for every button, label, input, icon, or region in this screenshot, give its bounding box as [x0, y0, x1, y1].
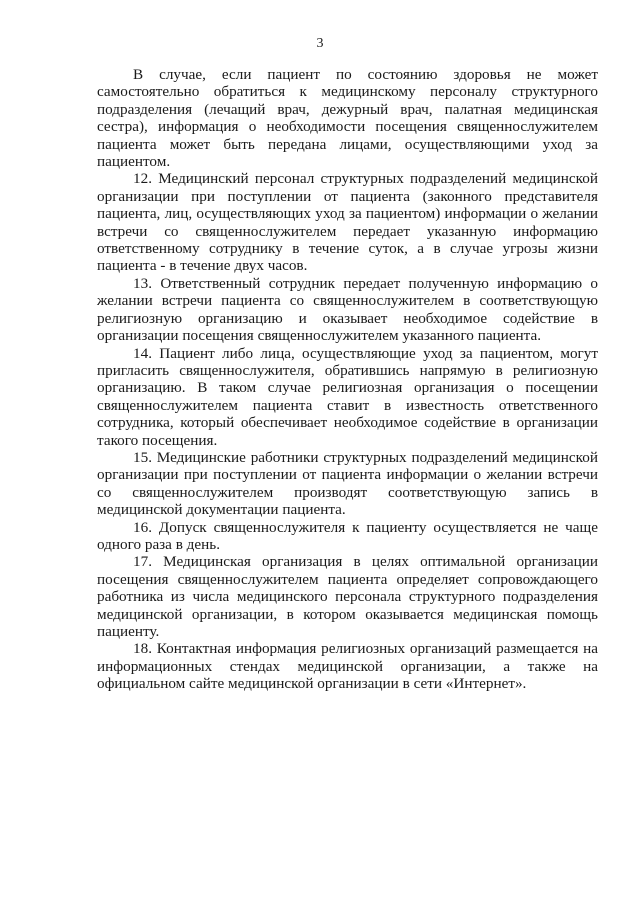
paragraph-13: 13. Ответственный сотрудник передает полученную информацию о желании встречи пациента со священнослужителем в соответствующую религиозную организацию и оказывает необходимое содействие в организации посещения священнослужителем указанного пациента. [97, 274, 598, 345]
paragraph-12: 12. Медицинский персонал структурных подразделений медицинской организации при поступлении от пациента (законного представителя пациента, лиц, осуществляющих уход за пациентом) информации о желании встречи со священнослужителем передает указанную информацию ответственному сотруднику в течение суток, а в случае угрозы жизни пациента - в течение двух часов. [97, 170, 598, 275]
paragraph-14: 14. Пациент либо лица, осуществляющие уход за пациентом, могут пригласить священнослужителя, обратившись напрямую в религиозную организацию. В таком случае религиозная организация о посещении священнослужителем пациента ставит в известность ответственного сотрудника, который обеспечивает необходимое содействие в организации такого посещения. [97, 344, 598, 449]
paragraph-17: 17. Медицинская организация в целях оптимальной организации посещения священнослужителем пациента определяет сопровождающего работника из числа медицинского персонала структурного подразделения медицинской организации, в котором оказывается медицинская помощь пациенту. [97, 553, 598, 640]
page-number: 3 [316, 36, 324, 51]
paragraph-16: 16. Допуск священнослужителя к пациенту осуществляется не чаще одного раза в день. [97, 518, 598, 553]
paragraph-patient-unable: В случае, если пациент по состоянию здоровья не может самостоятельно обратиться к медицинскому персоналу структурного подразделения (лечащий врач, дежурный врач, палатная медицинская сестра), информация о необходимости посещения священнослужителем пациента может быть передана лицами, осуществляющими уход за пациентом. [97, 66, 598, 171]
document-body [97, 66, 598, 693]
paragraph-15: 15. Медицинские работники структурных подразделений медицинской организации при поступлении от пациента информации о желании встречи со священнослужителем производят соответствующую запись в медицинской документации пациента. [97, 448, 598, 519]
paragraph-18: 18. Контактная информация религиозных организаций размещается на информационных стендах медицинской организации, а также на официальном сайте медицинской организации в сети «Интернет». [97, 640, 598, 693]
